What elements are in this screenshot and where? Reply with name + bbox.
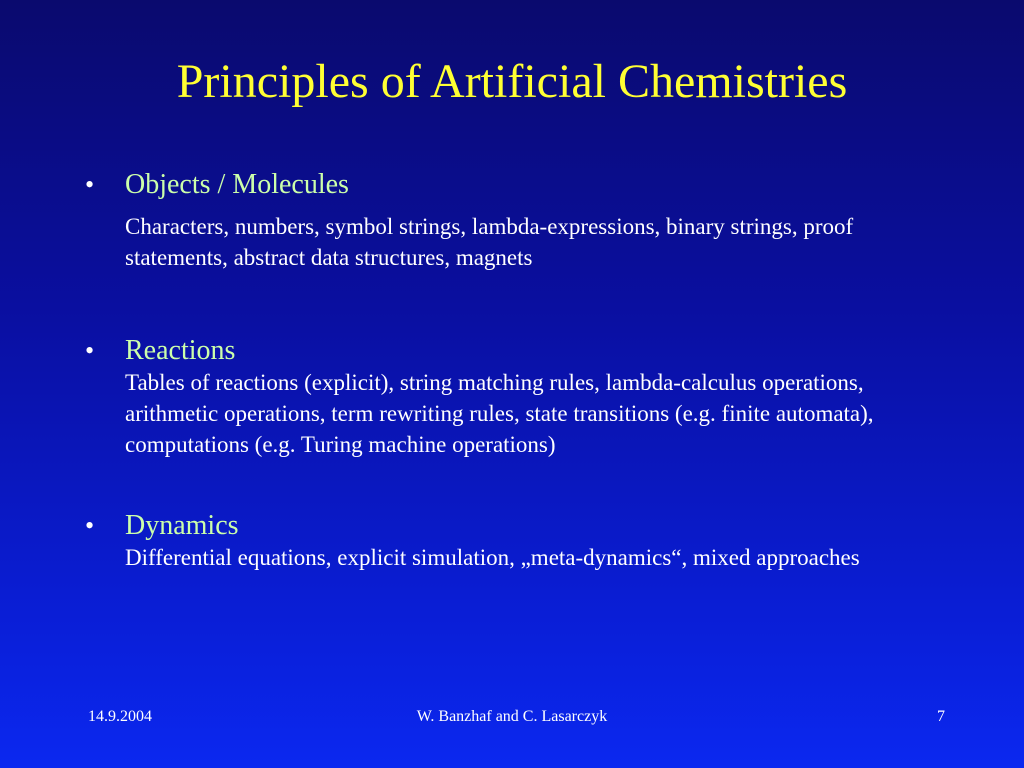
footer-date: 14.9.2004 [88, 708, 152, 725]
bullet-icon: • [85, 170, 95, 199]
bullet-icon: • [85, 511, 95, 540]
bullet-icon: • [85, 336, 95, 365]
item-description: Characters, numbers, symbol strings, lambda-expressions, binary strings, proof statements, abstract data structures, magnets [125, 214, 854, 270]
item-heading: Dynamics [125, 510, 239, 541]
item-heading: Objects / Molecules [125, 169, 349, 200]
item-description: Tables of reactions (explicit), string matching rules, lambda-calculus operations, arithmetic operations, term rewriting rules, state transitions (e.g. finite automata), computations (e.g. Turing machine operations) [125, 370, 874, 457]
footer-authors: W. Banzhaf and C. Lasarczyk [416, 708, 608, 725]
slide-title: Principles of Artificial Chemistries [176, 55, 848, 108]
item-heading: Reactions [125, 335, 236, 366]
page-number: 7 [937, 708, 945, 725]
item-description: Differential equations, explicit simulation, „meta-dynamics“, mixed approaches [125, 545, 860, 570]
